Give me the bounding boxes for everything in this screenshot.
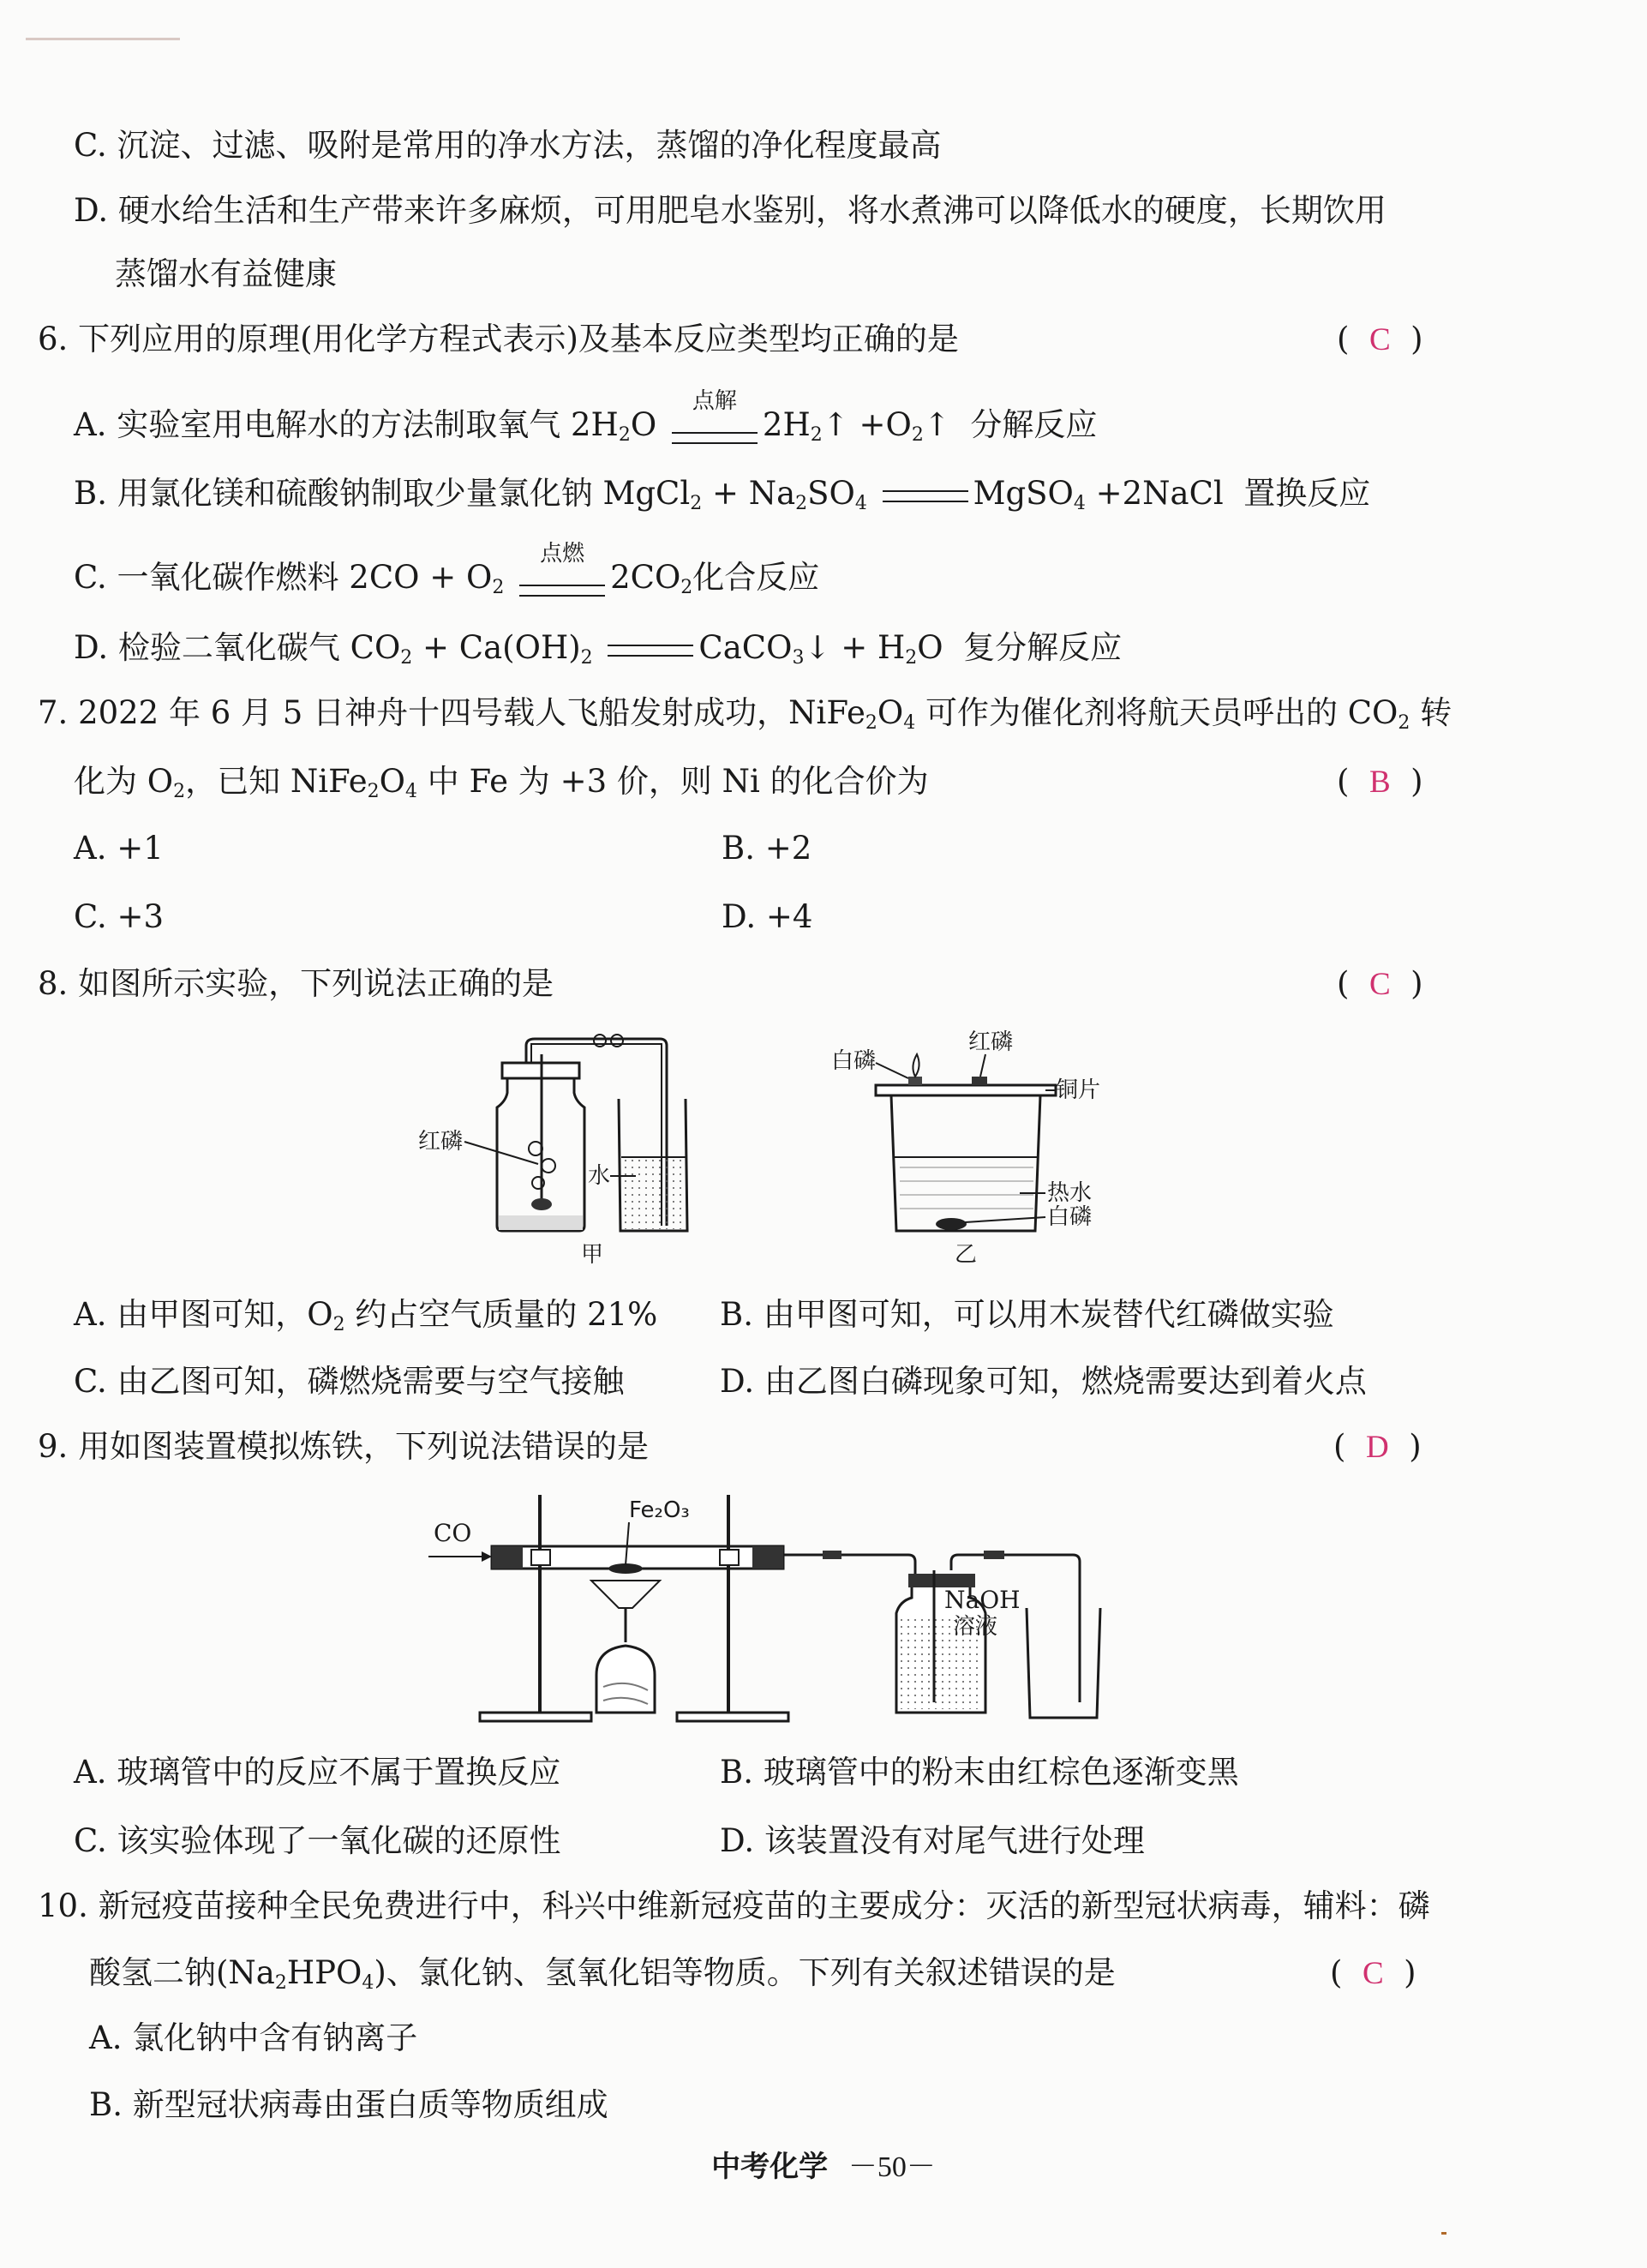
- q6-option-d: D. 检验二氧化碳气 $CO_2 + Ca(OH)_2$ CaCO$_3$↓ + $H_2O$ 复分解反应: [74, 629, 1123, 669]
- label-copper-plate: 铜片: [1056, 1077, 1101, 1103]
- q6-option-a-text: A. 实验室用电解水的方法制取氧气 2H: [74, 406, 619, 443]
- footer-page-number: －50－: [847, 2151, 936, 2183]
- figure-yi: [814, 1029, 1105, 1277]
- q7-stem-line1-a: 7. 2022 年 6 月 5 日神舟十四号载人飞船发射成功，NiFe: [38, 694, 865, 731]
- q6-option-a-arrow: [667, 388, 763, 456]
- q7-stem-line2-b: ，已知 NiFe: [185, 763, 368, 800]
- q6-option-b-text: B. 用氯化镁和硫酸钠制取少量氯化钠 MgCl: [74, 475, 691, 512]
- q10-stem-line2: 酸氢二钠$(Na_2HPO_4)$、氯化钠、氢氧化铝等物质。下列有关叙述错误的是: [89, 1954, 1116, 1994]
- q6-answer-bracket: ( C ): [1337, 321, 1423, 357]
- caption-yi: 乙: [955, 1242, 978, 1268]
- q8-option-a-post: 约占空气质量的 21%: [355, 1296, 658, 1333]
- q5-option-c: C. 沉淀、过滤、吸附是常用的净水方法，蒸馏的净化程度最高: [74, 127, 942, 164]
- q7-option-d: D. +4: [722, 898, 813, 935]
- q6-option-c-text: C. 一氧化碳作燃料 2CO + O: [74, 559, 493, 596]
- copper-plate: [876, 1085, 1056, 1095]
- q7-answer-bracket: ( B ): [1337, 763, 1423, 800]
- q7-stem-line2: 化为 $O_2$，已知 $NiFe_2O_4$ 中 Fe 为 +3 价，则 Ni 的化合价为: [74, 763, 929, 802]
- q8-option-d: D. 由乙图白磷现象可知，燃烧需要达到着火点: [720, 1363, 1367, 1400]
- q8-answer: C: [1369, 967, 1391, 1002]
- page-footer: [0, 2143, 1647, 2185]
- q9-answer: D: [1365, 1430, 1389, 1465]
- q8-option-a-pre: A. 由甲图可知，O: [74, 1296, 333, 1333]
- q6-option-d-type: 复分解反应: [963, 629, 1123, 666]
- q7-stem-line1-c: 转: [1420, 694, 1452, 731]
- q7-stem-line2-a: 化为 O: [74, 763, 174, 800]
- label-white-phosphorus-bottom: 白磷: [1047, 1204, 1093, 1230]
- q6-option-c-type: 化合反应: [692, 559, 820, 596]
- q10-stem-line2-c: )、氯化钠、氢氧化铝等物质。下列有关叙述错误的是: [374, 1954, 1116, 1991]
- q6-option-c-condition: 点燃: [540, 541, 585, 567]
- q7-stem-line1-b: 可作为催化剂将航天员呼出的 CO: [925, 694, 1398, 731]
- q6-option-d-text: D. 检验二氧化碳气 CO: [74, 629, 401, 666]
- q10-option-b: B. 新型冠状病毒由蛋白质等物质组成: [89, 2086, 608, 2123]
- q6-option-a-type: 分解反应: [970, 406, 1098, 443]
- label-water: 水: [588, 1163, 611, 1189]
- q10-option-a: A. 氯化钠中含有钠离子: [89, 2019, 418, 2056]
- label-red-phosphorus-yi: 红磷: [968, 1029, 1014, 1055]
- q8-option-b: B. 由甲图可知，可以用木炭替代红磷做实验: [720, 1296, 1334, 1333]
- q5-option-d-line1: D. 硬水给生活和生产带来许多麻烦，可用肥皂水鉴别，将水煮沸可以降低水的硬度，长期饮用: [74, 192, 1386, 229]
- q7-stem-line2-c: 中 Fe 为 +3 价，则 Ni 的化合价为: [427, 763, 929, 800]
- scan-speck: [1441, 2232, 1446, 2235]
- q7-answer: B: [1369, 765, 1391, 800]
- q5-option-d-line2: 蒸馏水有益健康: [115, 255, 337, 292]
- label-co: CO: [434, 1519, 472, 1547]
- q6-stem: 6. 下列应用的原理(用化学方程式表示)及基本反应类型均正确的是: [38, 321, 959, 357]
- q6-option-c-arrow: [514, 541, 610, 609]
- q10-stem-line1: 10. 新冠疫苗接种全民免费进行中，科兴中维新冠疫苗的主要成分：灭活的新型冠状病毒，辅料：磷: [38, 1887, 1430, 1924]
- q10-stem-line2-a: 酸氢二钠(Na: [89, 1954, 275, 1991]
- label-fe2o3: Fe₂O₃: [629, 1497, 690, 1523]
- q9-option-c: C. 该实验体现了一氧化碳的还原性: [74, 1822, 561, 1859]
- q7-stem-line1: 7. 2022 年 6 月 5 日神舟十四号载人飞船发射成功，$NiFe_2O_4$ 可作为催化剂将航天员呼出的 $CO_2$ 转: [38, 694, 1452, 734]
- label-naoh: NaOH: [944, 1586, 1021, 1614]
- q6-option-c: C. 一氧化碳作燃料 $2CO + O_2$ 点燃 $2CO_2$化合反应: [74, 557, 819, 609]
- q9-stem: 9. 用如图装置模拟炼铁，下列说法错误的是: [38, 1428, 650, 1465]
- q7-option-a: A. +1: [74, 830, 164, 867]
- q9-option-d: D. 该装置没有对尾气进行处理: [720, 1822, 1145, 1859]
- label-white-phosphorus-top: 白磷: [831, 1048, 877, 1074]
- q7-option-c: C. +3: [74, 898, 165, 935]
- caption-jia: 甲: [581, 1242, 604, 1268]
- q10-stem-line2-b: HPO: [286, 1954, 362, 1991]
- top-rule: [26, 38, 180, 40]
- q6-answer: C: [1369, 322, 1391, 357]
- label-red-phosphorus-jia: 红磷: [418, 1129, 464, 1155]
- q6-option-b: B. 用氯化镁和硫酸钠制取少量氯化钠 MgCl$_2$ + $Na_2SO_4$ MgSO$_4$ +2NaCl 置换反应: [74, 475, 1371, 514]
- q7-option-b: B. +2: [722, 830, 812, 867]
- q10-answer: C: [1362, 1956, 1384, 1991]
- q6-option-b-type: 置换反应: [1243, 475, 1371, 512]
- q9-option-b: B. 玻璃管中的粉末由红棕色逐渐变黑: [720, 1754, 1239, 1791]
- label-solution: 溶液: [953, 1614, 998, 1640]
- q8-stem: 8. 如图所示实验，下列说法正确的是: [38, 965, 554, 1002]
- q8-option-c: C. 由乙图可知，磷燃烧需要与空气接触: [74, 1363, 625, 1400]
- q6-option-a-condition: 点解: [692, 388, 737, 414]
- label-hot-water: 热水: [1047, 1180, 1093, 1206]
- q9-option-a: A. 玻璃管中的反应不属于置换反应: [74, 1754, 561, 1791]
- q10-answer-bracket: ( C ): [1330, 1954, 1416, 1991]
- footer-title: 中考化学: [711, 2150, 829, 2184]
- q6-option-a: A. 实验室用电解水的方法制取氧气 $2H_2O$ 点解 $2H_2↑$ $+O_2↑$ 分解反应: [74, 405, 1097, 456]
- q8-answer-bracket: ( C ): [1337, 965, 1423, 1002]
- q9-answer-bracket: ( D ): [1333, 1428, 1422, 1465]
- figure-iron-smelting: [420, 1488, 1105, 1737]
- figure-jia: [411, 1029, 694, 1277]
- q8-option-a: A. 由甲图可知，$O_2$ 约占空气质量的 21%: [74, 1296, 658, 1335]
